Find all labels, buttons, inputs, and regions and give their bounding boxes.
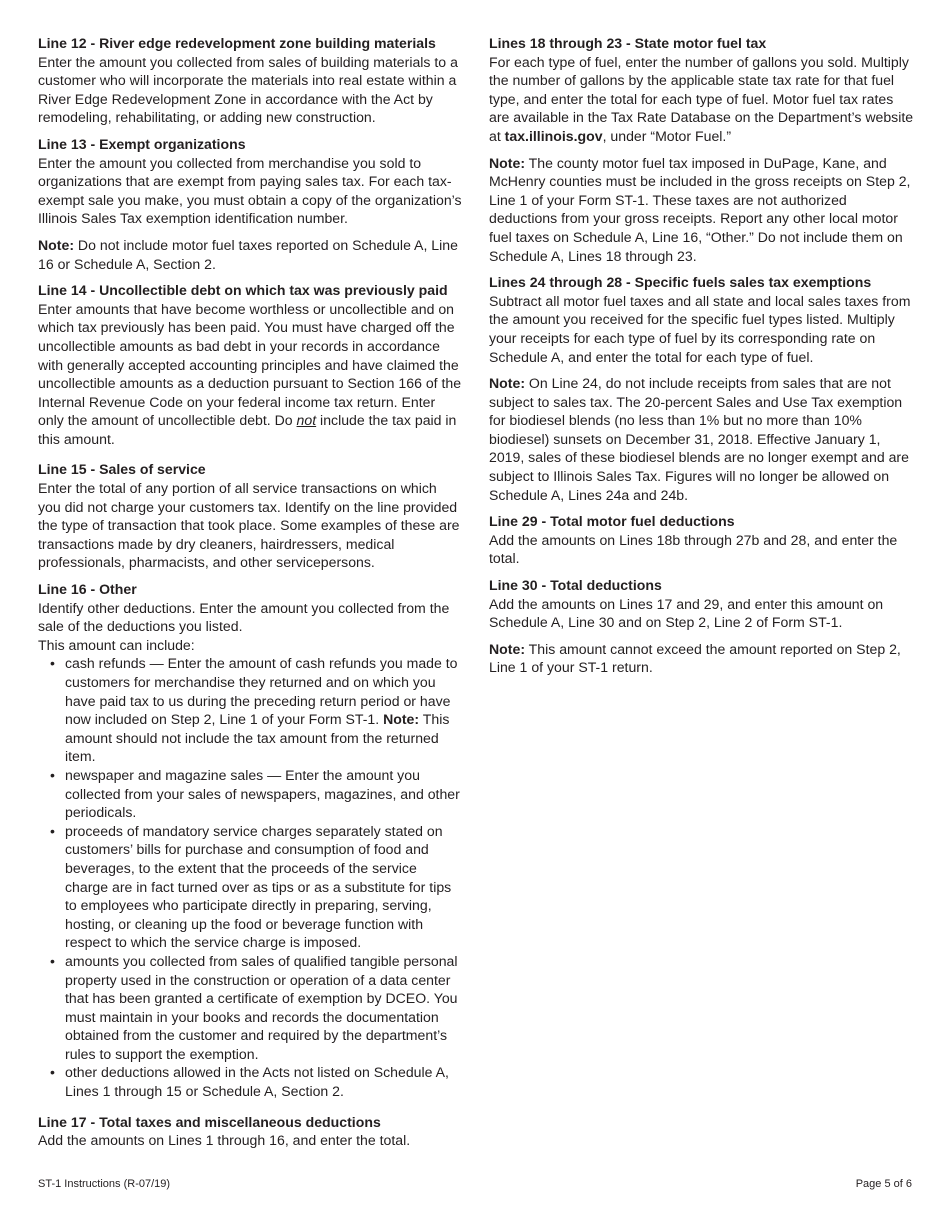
- list-item: • amounts you collected from sales of qualified tangible personal property used in the construction or operation of a data center that has been granted a certificate of exemption by DCEO. You must maintain in your books and records the documentation obtained from the customer and required by the department’s rules to support the exemption.: [65, 952, 462, 1064]
- section-body: Enter the amount you collected from sales of building materials to a customer who will incorporate the materials into real estate within a River Edge Redevelopment Zone in accordance with the Act by remodeling, rehabilitating, or adding new construction.: [38, 53, 458, 126]
- note-text: The county motor fuel tax imposed in DuPage, Kane, and McHenry counties must be included in the gross receipts on Step 2, Line 1 of your Form ST-1. These taxes are not authorized deductions from your gross receipts. Report any other local motor fuel taxes on Schedule A, Line 16, “Other.” Do not include them on Schedule A, Lines 18 through 23.: [489, 154, 911, 264]
- body-text: include the tax paid in this amount.: [38, 412, 457, 447]
- deductions-list: [38, 654, 462, 1100]
- body-text: Enter amounts that have become worthless or uncollectible and on which tax previously has been paid. You must have charged off the uncollectible amounts as bad debt in your records in accordance with generally accepted accounting principles and have claimed the uncollectible amounts as a deduction pursuant to Section 166 of the Internal Revenue Code on your federal income tax return. Enter only the amount of uncollectible debt. Do: [38, 300, 462, 429]
- section-body: Enter the amount you collected from merchandise you sold to organizations that are exempt from paying sales tax. For each tax-exempt sale you make, you must obtain a copy of the organization’s Illinois Sales Tax exemption identification number.: [38, 154, 462, 227]
- section-heading: Line 16 - Other: [38, 581, 137, 598]
- footer-page-number: Page 5 of 6: [855, 1178, 912, 1190]
- section-lines-18-23: [489, 34, 914, 146]
- right-column: [489, 34, 914, 685]
- section-body: Add the amounts on Lines 17 and 29, and enter this amount on Schedule A, Line 30 and on Step 2, Line 2 of Form ST-1.: [489, 595, 884, 631]
- section-intro: This amount can include:: [38, 636, 195, 653]
- section-heading: Line 30 - Total deductions: [489, 577, 662, 594]
- section-body: Add the amounts on Lines 18b through 27b and 28, and enter the total.: [489, 531, 898, 567]
- section-heading: Line 14 - Uncollectible debt on which tax was previously paid: [38, 282, 448, 299]
- section-body: For each type of fuel, enter the number of gallons you sold. Multiply the number of gallons by the applicable state tax rate for that fuel type, and enter the total for each type of fuel. Motor fuel tax rates are available in the Tax Rate Database on the Department’s website at tax.illinois.gov, under “Motor Fuel.”: [489, 53, 914, 144]
- note-text: Do not include motor fuel taxes reported on Schedule A, Line 16 or Schedule A, Section 2.: [38, 236, 458, 272]
- section-heading: Line 15 - Sales of service: [38, 461, 206, 478]
- left-column: [38, 34, 462, 1158]
- note-line-30: [489, 640, 914, 677]
- list-item: • cash refunds — Enter the amount of cash refunds you made to customers for merchandise they returned and on which you have paid tax to us during the preceding return period or have now included on Step 2, Line 1 of your Form ST-1. Note: This amount should not include the tax amount from the returned item.: [65, 654, 462, 766]
- note-text: This amount cannot exceed the amount reported on Step 2, Line 1 of your ST-1 return.: [489, 640, 901, 676]
- section-body: Subtract all motor fuel taxes and all state and local sales taxes from the amount you received for the specific fuel types listed. Multiply your receipts for each type of fuel by its corresponding rate on Schedule A, and enter the total for each type of fuel.: [489, 292, 911, 365]
- section-line-13: [38, 135, 462, 228]
- emphasis-not: not: [296, 412, 317, 429]
- section-line-15: [38, 460, 462, 572]
- section-line-17: [38, 1113, 462, 1150]
- note-lines-18-23: [489, 154, 914, 266]
- section-lines-24-28: [489, 273, 914, 366]
- section-heading: Line 29 - Total motor fuel deductions: [489, 513, 735, 530]
- list-item: • other deductions allowed in the Acts not listed on Schedule A, Lines 1 through 15 or Schedule A, Section 2.: [65, 1063, 462, 1100]
- section-line-14: [38, 281, 462, 448]
- note-label: Note:: [489, 375, 526, 392]
- section-heading: Lines 24 through 28 - Specific fuels sales tax exemptions: [489, 274, 872, 291]
- note-lines-24-28: [489, 374, 914, 504]
- footer-form-id: ST-1 Instructions (R-07/19): [38, 1178, 171, 1190]
- note-label: Note:: [489, 154, 526, 171]
- note-label: Note:: [383, 711, 420, 728]
- note-label: Note:: [38, 236, 75, 253]
- list-item: • proceeds of mandatory service charges separately stated on customers’ bills for purchase and consumption of food and beverages, to the extent that the proceeds of the service charge are in fact turned over as tips or as a substitute for tips to employees who participate directly in preparing, serving, hosting, or cleaning up the food or beverage function with respect to which the service charge is imposed.: [65, 822, 462, 952]
- section-body: Add the amounts on Lines 1 through 16, and enter the total.: [38, 1132, 411, 1149]
- section-heading: Line 13 - Exempt organizations: [38, 135, 246, 152]
- note-text: On Line 24, do not include receipts from sales that are not subject to sales tax. The 20-percent Sales and Use Tax exemption for biodiesel blends (no less than 1% but no more than 10% biodiesel) sunsets on December 31, 2018. Effective January 1, 2019, sales of these biodiesel blends are no longer exempt and are subject to Illinois Sales Tax. Figures will no longer be allowed on Schedule A, Lines 24a and 24b.: [489, 375, 909, 503]
- section-line-30: [489, 576, 914, 632]
- list-item: • newspaper and magazine sales — Enter the amount you collected from your sales of newspapers, magazines, and other periodicals.: [65, 766, 462, 822]
- website-text: tax.illinois.gov: [504, 127, 603, 144]
- section-line-16: [38, 580, 462, 1101]
- section-body: Identify other deductions. Enter the amount you collected from the sale of the deductions you listed.: [38, 599, 450, 635]
- section-heading: Line 12 - River edge redevelopment zone building materials: [38, 35, 436, 51]
- note-line-13: [38, 236, 462, 273]
- section-heading: Lines 18 through 23 - State motor fuel tax: [489, 35, 767, 51]
- section-line-29: [489, 512, 914, 568]
- section-heading: Line 17 - Total taxes and miscellaneous deductions: [38, 1113, 381, 1130]
- section-line-12: [38, 34, 462, 127]
- section-body: [38, 300, 462, 449]
- note-label: Note:: [489, 640, 526, 657]
- section-body: Enter the total of any portion of all service transactions on which you did not charge your customers tax. Identify on the line provided the type of transaction that took place. Some examples of these are transactions made by dry cleaners, hairdressers, medical professionals, pharmacists, and other servicepersons.: [38, 480, 460, 571]
